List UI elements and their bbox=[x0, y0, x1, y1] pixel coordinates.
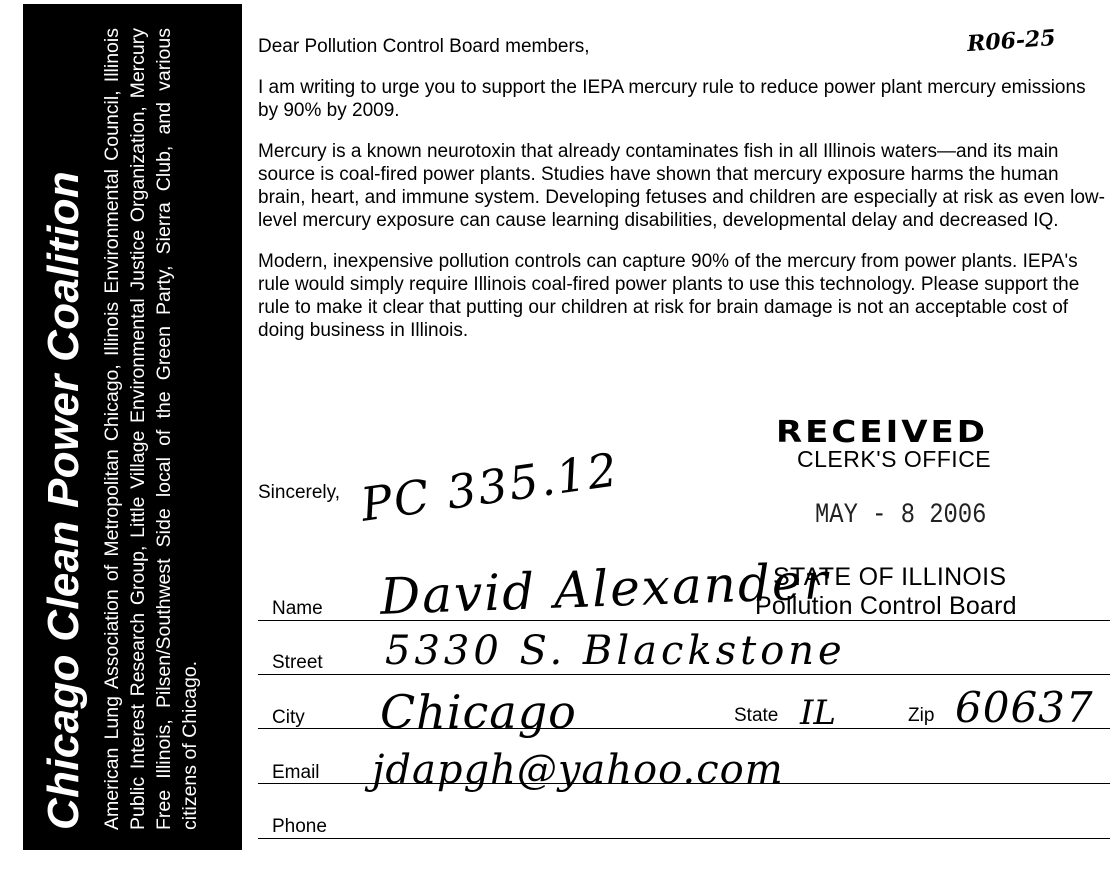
state-value: IL bbox=[800, 693, 837, 733]
zip-value: 60637 bbox=[955, 683, 1094, 732]
email-value: jdapgh@yahoo.com bbox=[372, 747, 784, 793]
name-line bbox=[258, 620, 1110, 621]
paragraph-3: Modern, inexpensive pollution controls can capture 90% of the mercury from power plants. IEPA's rule would simply require Illinois coal-fired power plants to use this technology. Please support the rule to make it clear that putting our children at risk for brain damage is not an acceptable cost of doing business in Illinois. bbox=[258, 251, 1080, 341]
city-label: City bbox=[272, 707, 305, 728]
street-line bbox=[258, 674, 1110, 675]
street-value: 5330 S. Blackstone bbox=[385, 628, 846, 674]
phone-label: Phone bbox=[272, 816, 327, 837]
handwritten-pc-number: PC 335.12 bbox=[357, 442, 623, 532]
email-line bbox=[258, 783, 1110, 784]
document-code: R06-25 bbox=[966, 24, 1057, 58]
stamp-date: MAY - 8 2006 bbox=[815, 500, 987, 531]
city-line bbox=[258, 728, 1110, 729]
name-value: David Alexander bbox=[379, 552, 831, 626]
email-label: Email bbox=[272, 762, 320, 783]
letter-body bbox=[258, 35, 1108, 360]
stamp-received: RECEIVED bbox=[776, 414, 988, 450]
coalition-sidebar bbox=[23, 4, 242, 850]
state-label: State bbox=[734, 705, 779, 726]
paragraph-1: I am writing to urge you to support the IEPA mercury rule to reduce power plant mercury emissions by 90% by 2009. bbox=[258, 77, 1086, 121]
coalition-members: American Lung Association of Metropolitan Chicago, Illinois Environmental Council, Illinois Public Interest Research Group, Little Village Environmental Justice Organization, Mercury Free Illinois, Pilsen/Southwest Side local of the Green Party, Sierra Club, and various citizens of Chicago. bbox=[101, 28, 201, 830]
stamp-clerk-office: CLERK'S OFFICE bbox=[797, 446, 992, 472]
closing: Sincerely, bbox=[258, 482, 341, 503]
name-label: Name bbox=[272, 598, 323, 619]
paragraph-2: Mercury is a known neurotoxin that already contaminates fish in all Illinois waters—and its main source is coal-fired power plants. Studies have shown that mercury exposure harms the human brain, heart, and immune system. Developing fetuses and children are especially at risk as even low-level mercury exposure can cause learning disabilities, developmental delay and decreased IQ. bbox=[258, 141, 1105, 231]
sidebar-rotated-content bbox=[23, 4, 242, 850]
stamp-state: STATE OF ILLINOIS bbox=[773, 563, 1007, 591]
stamp-board: Pollution Control Board bbox=[755, 592, 1017, 620]
zip-label: Zip bbox=[908, 705, 935, 726]
city-value: Chicago bbox=[380, 685, 577, 739]
street-label: Street bbox=[272, 652, 323, 673]
coalition-title: Chicago Clean Power Coalition bbox=[39, 170, 88, 830]
phone-line bbox=[258, 838, 1110, 839]
salutation: Dear Pollution Control Board members, bbox=[258, 36, 590, 57]
